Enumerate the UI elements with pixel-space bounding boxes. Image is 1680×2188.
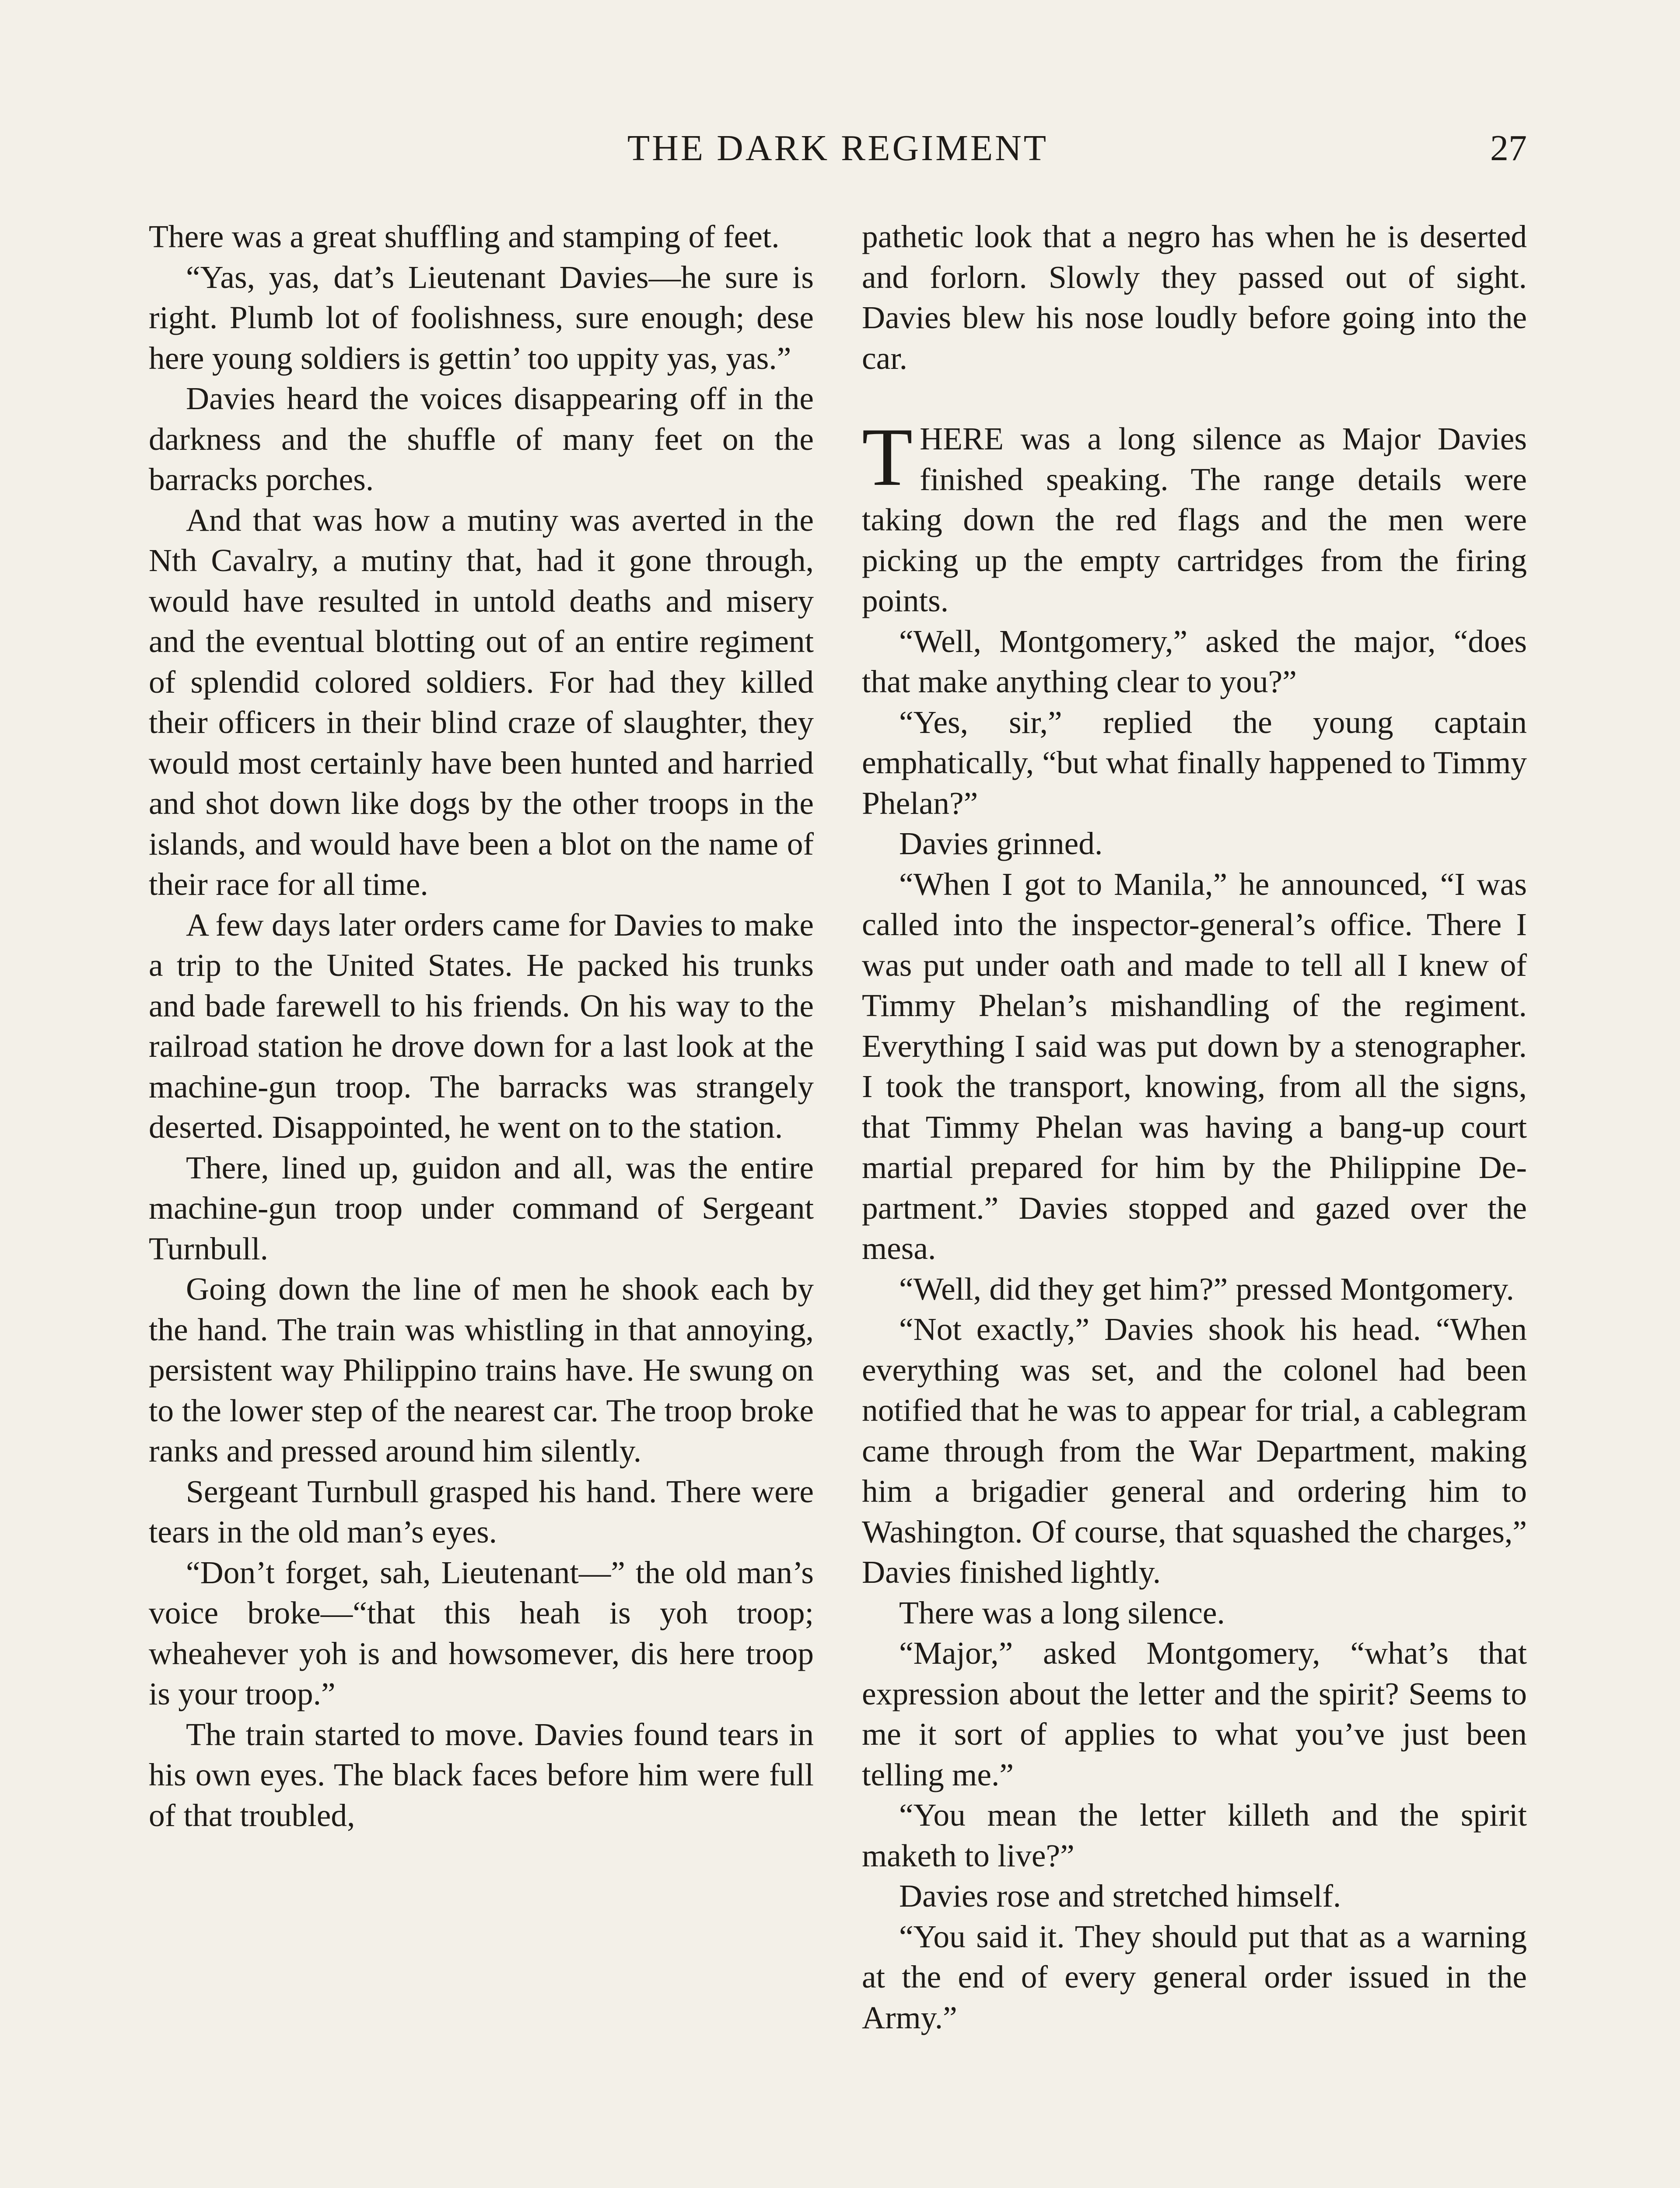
paragraph: Davies rose and stretched himself. (899, 1878, 1341, 1914)
paragraph: The train started to move. Davies found tears in his own eyes. The black faces before him were full of that troubled, (149, 1716, 814, 1833)
continued-paragraph: pathetic look that a negro has when he is deserted and forlorn. Slowly they passed out of sight. Davies blew his nose loudly before going into the car. (862, 219, 1527, 376)
running-title: THE DARK REGIMENT (627, 128, 1049, 168)
paragraph: “You mean the letter killeth and the spirit maketh to live?” (862, 1797, 1527, 1873)
paragraph: “Major,” asked Montgomery, “what’s that expression about the letter and the spirit? Seems to me it sort of applies to what you’ve just been telling me.” (862, 1635, 1527, 1792)
paragraph: “Not exactly,” Davies shook his head. “When everything was set, and the colonel had been notified that he was to appear for trial, a cablegram came through from the War Department, making him a brigadier general and ordering him to Washington. Of course, that squashed the charges,” Davies finished lightly. (862, 1311, 1527, 1590)
paragraph: A few days later orders came for Davies to make a trip to the United States. He packed his trunks and bade farewell to his friends. On his way to the railroad station he drove down for a last look at the machine-gun troop. The barracks was strangely deserted. Disappointed, he went on to the station. (149, 907, 814, 1145)
paragraph: And that was how a mutiny was averted in the Nth Cavalry, a mutiny that, had it gone through, would have resulted in untold deaths and misery and the eventual blotting out of an entire regiment of splendid colored soldiers. For had they killed their officers in their blind craze of slaughter, they would most certainly have been hunted and harried and shot down like dogs by the other troops in the islands, and would have been a blot on the name of their race for all time. (149, 502, 814, 902)
paragraph: There was a long silence. (899, 1595, 1225, 1630)
section-opening (862, 411, 1527, 621)
paragraph: Sergeant Turnbull grasped his hand. There were tears in the old man’s eyes. (149, 1473, 814, 1550)
paragraph: Davies grinned. (899, 826, 1103, 861)
paragraph: There was a great shuffling and stamping of feet. (149, 219, 780, 254)
drop-cap: T (862, 411, 913, 503)
page-number: 27 (1490, 128, 1527, 168)
paragraph: Davies heard the voices disappearing off in the darkness and the shuffle of many feet on the barracks porches. (149, 381, 814, 497)
paragraph: “When I got to Manila,” he announced, “I was called into the inspector-general’s office. There I was put under oath and made to tell all I knew of Timmy Phelan’s mishandling of the regiment. Everything I said was put down by a stenographer. I took the transport, knowing, from all the signs, that Timmy Phelan was having a bang-up court martial prepared for him by the Philippine Department.” Davies stopped and gazed over the mesa. (862, 866, 1527, 1266)
paragraph: “Well, Montgomery,” asked the major, “does that make anything clear to you?” (862, 623, 1527, 699)
paragraph: Going down the line of men he shook each by the hand. The train was whistling in that annoying, persistent way Philippino trains have. He swung on to the lower step of the nearest car. The troop broke ranks and pressed around him silently. (149, 1271, 814, 1469)
paragraph: There, lined up, guidon and all, was the entire machine-gun troop under command of Sergeant Turnbull. (149, 1150, 814, 1266)
paragraph: “Don’t forget, sah, Lieutenant—” the old man’s voice broke—“that this heah is yoh troop; wheahever yoh is and howsomever, dis here troop is your troop.” (149, 1554, 814, 1711)
paragraph: “Well, did they get him?” pressed Montgomery. (899, 1271, 1514, 1307)
paragraph: “You said it. They should put that as a warning at the end of every general order issued in the Army.” (862, 1918, 1527, 2035)
paragraph: “Yas, yas, dat’s Lieutenant Davies—he sure is right. Plumb lot of foolishness, sure enough; dese here young soldiers is gettin’ too uppity yas, yas.” (149, 259, 814, 376)
section-opening-text: HERE was a long silence as Major Davies finished speaking. The range details were taking down the red flags and the men were picking up the empty cartridges from the firing points. (862, 421, 1527, 618)
left-column (149, 217, 814, 1836)
right-column (862, 217, 1527, 2038)
running-header (149, 127, 1527, 175)
paragraph: “Yes, sir,” replied the young captain emphatically, “but what finally happened to Timmy Phelan?” (862, 704, 1527, 821)
